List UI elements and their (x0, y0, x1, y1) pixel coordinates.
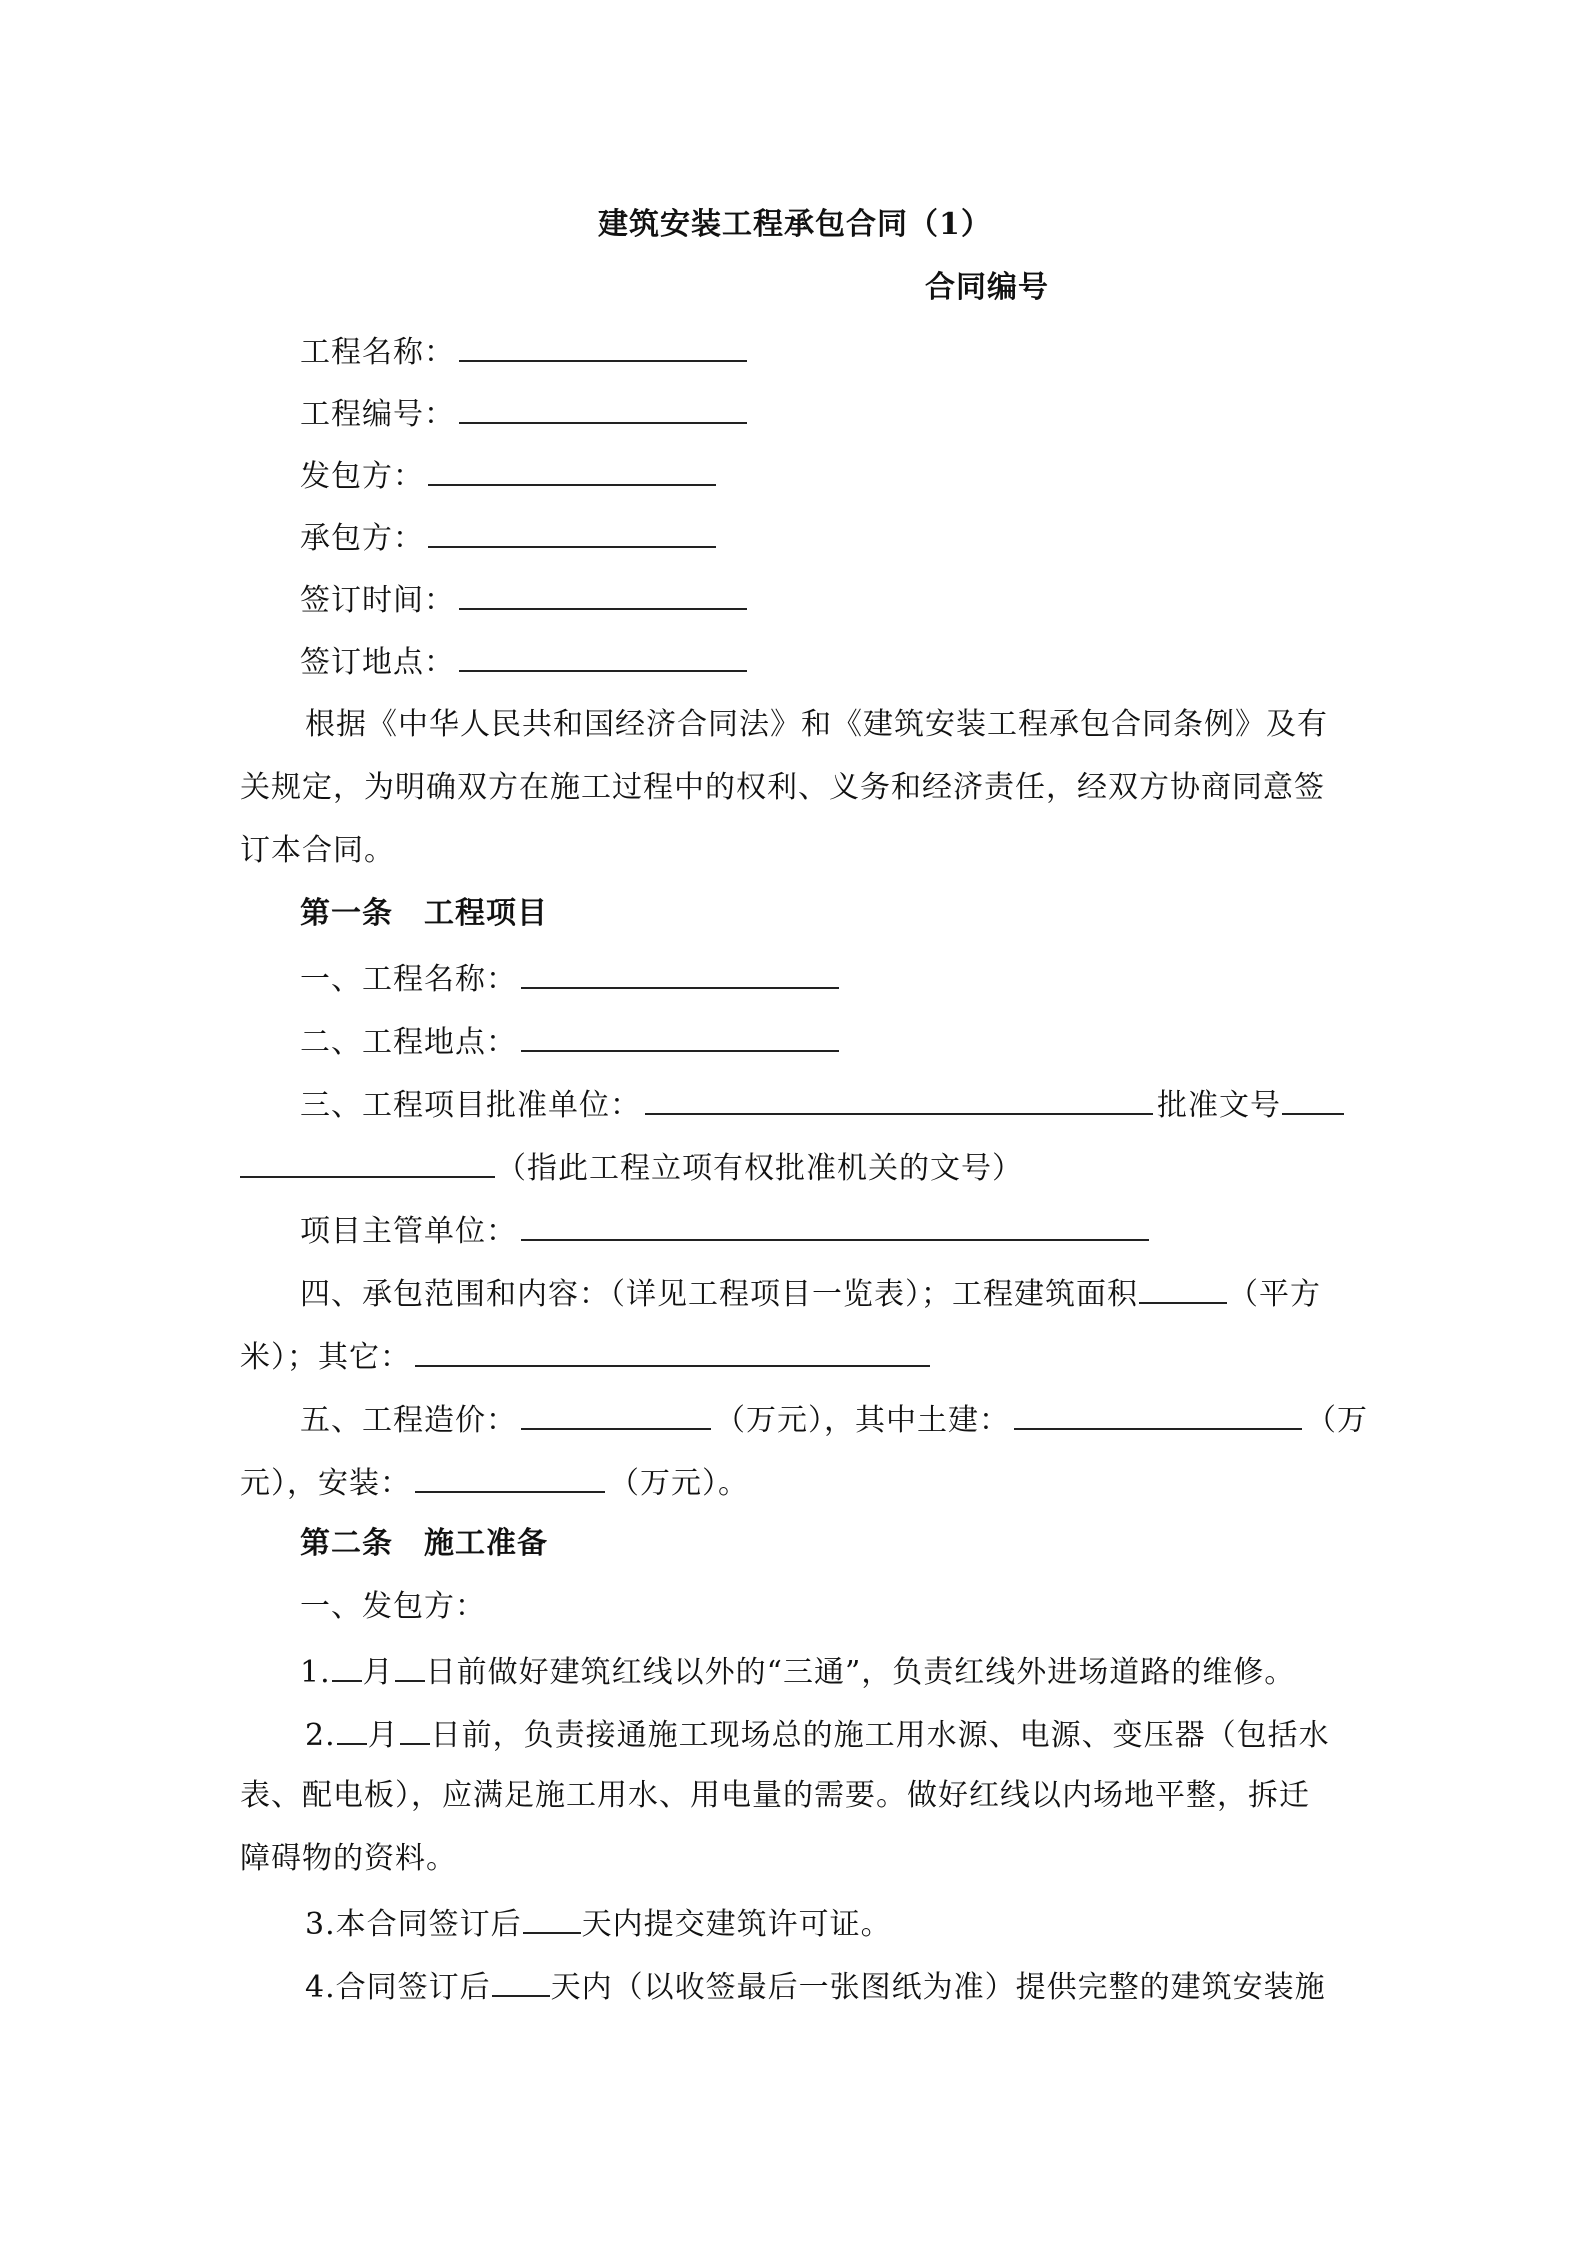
contractor-blank[interactable] (428, 516, 716, 548)
article-2-para-2-line-3: 障碍物的资料。 (240, 1841, 457, 1876)
item-label: 二、工程地点： (300, 1025, 517, 1060)
month-label: 月 (367, 1718, 399, 1753)
article-1-item-4 (300, 1272, 1321, 1315)
field-contractor (300, 516, 720, 559)
days-blank[interactable] (523, 1902, 581, 1934)
item-label: 米）；其它： (240, 1340, 411, 1375)
signing-place-blank[interactable] (459, 640, 747, 672)
preamble-line: 根据《中华人民共和国经济合同法》和《建筑安装工程承包合同条例》及有 (305, 707, 1328, 742)
article-1-item-3-sub (300, 1209, 1153, 1252)
article-2-para-4 (305, 1965, 1326, 2008)
field-label: 承包方： (300, 521, 424, 556)
project-name-blank[interactable] (459, 330, 747, 362)
item-label: 四、承包范围和内容：（详见工程项目一览表）；工程建筑面积 (300, 1277, 1138, 1312)
field-label: 工程编号： (300, 397, 455, 432)
project-number-blank[interactable] (459, 392, 747, 424)
approval-doc-blank-a[interactable] (1282, 1083, 1344, 1115)
preamble-line: 订本合同。 (240, 833, 395, 868)
approval-doc-label: 批准文号 (1157, 1088, 1281, 1123)
para-text: 天内提交建筑许可证。 (581, 1907, 892, 1942)
approval-doc-note: （指此工程立项有权批准机关的文号） (496, 1151, 1023, 1186)
installation-cost-blank[interactable] (415, 1461, 605, 1493)
other-blank[interactable] (415, 1335, 930, 1367)
field-signing-place (300, 640, 751, 683)
item-number: 2. (305, 1718, 336, 1753)
article-1-item-2 (300, 1020, 843, 1063)
field-label: 签订地点： (300, 645, 455, 680)
article-2-sub-1: 一、发包方： (300, 1589, 486, 1624)
article-1-item-3-cont (240, 1146, 1023, 1189)
item-label: 一、工程名称： (300, 962, 517, 997)
day-blank[interactable] (395, 1650, 425, 1682)
article-2-para-2 (305, 1713, 1330, 1756)
project-name-blank-2[interactable] (521, 957, 839, 989)
para-text: 3.本合同签订后 (305, 1907, 522, 1942)
preamble-line: 关规定，为明确双方在施工过程中的权利、义务和经济责任，经双方协商同意签 (240, 770, 1325, 805)
article-2-heading: 第二条 施工准备 (300, 1526, 548, 1561)
field-signing-time (300, 578, 751, 621)
article-1-heading: 第一条 工程项目 (300, 896, 548, 931)
item-number: 1. (300, 1655, 331, 1690)
civil-cost-blank[interactable] (1014, 1398, 1302, 1430)
field-label: 发包方： (300, 459, 424, 494)
floor-area-blank[interactable] (1139, 1272, 1227, 1304)
contract-number-label: 合同编号 (925, 270, 1049, 305)
para-text: 4.合同签订后 (305, 1970, 491, 2005)
para-text: 日前，负责接通施工现场总的施工用水源、电源、变压器（包括水 (430, 1718, 1330, 1753)
item-label: 项目主管单位： (300, 1214, 517, 1249)
month-blank[interactable] (337, 1713, 367, 1745)
item-label: 三、工程项目批准单位： (300, 1088, 641, 1123)
field-project-number (300, 392, 751, 435)
approval-doc-blank-b[interactable] (240, 1146, 495, 1178)
supervising-unit-blank[interactable] (521, 1209, 1149, 1241)
field-employer (300, 454, 720, 497)
article-2-para-2-line-2: 表、配电板），应满足施工用水、用电量的需要。做好红线以内场地平整，拆迁 (240, 1778, 1310, 1813)
approval-unit-blank[interactable] (645, 1083, 1153, 1115)
article-2-para-1 (300, 1650, 1295, 1693)
days-blank[interactable] (492, 1965, 550, 1997)
item-label: 五、工程造价： (300, 1403, 517, 1438)
signing-time-blank[interactable] (459, 578, 747, 610)
article-1-item-5 (300, 1398, 1368, 1441)
month-label: 月 (362, 1655, 394, 1690)
article-1-item-3 (300, 1083, 1345, 1126)
field-label: 工程名称： (300, 335, 455, 370)
para-text: 天内（以收签最后一张图纸为准）提供完整的建筑安装施 (550, 1970, 1326, 2005)
field-project-name (300, 330, 751, 373)
employer-blank[interactable] (428, 454, 716, 486)
item-label: （万元），其中土建： (715, 1403, 1010, 1438)
article-1-item-1 (300, 957, 843, 1000)
article-1-item-4-cont (240, 1335, 934, 1378)
item-label: 元），安装： (240, 1466, 411, 1501)
unit-label: （平方 (1228, 1277, 1321, 1312)
project-location-blank[interactable] (521, 1020, 839, 1052)
unit-label: （万元）。 (609, 1466, 749, 1501)
field-label: 签订时间： (300, 583, 455, 618)
para-text: 日前做好建筑红线以外的“三通”，负责红线外进场道路的维修。 (425, 1655, 1296, 1690)
total-cost-blank[interactable] (521, 1398, 711, 1430)
document-title: 建筑安装工程承包合同（1） (598, 207, 992, 242)
article-2-para-3 (305, 1902, 892, 1945)
article-1-item-5-cont (240, 1461, 749, 1504)
unit-label: （万 (1306, 1403, 1368, 1438)
day-blank[interactable] (400, 1713, 430, 1745)
month-blank[interactable] (332, 1650, 362, 1682)
